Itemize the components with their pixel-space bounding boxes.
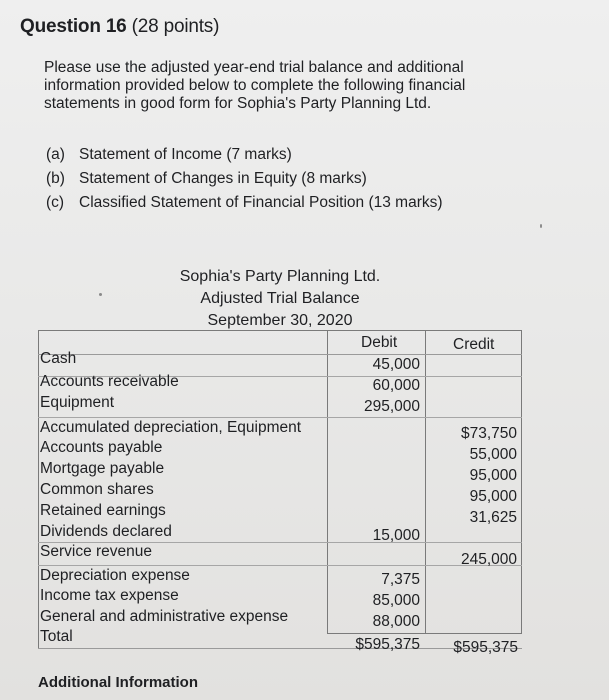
row-divider: [38, 417, 522, 418]
speck: [99, 293, 102, 296]
speck: [540, 224, 542, 228]
accounts-receivable-debit: 60,000: [372, 377, 420, 394]
total-label: Total: [40, 628, 73, 645]
total-debit: $595,375: [355, 636, 420, 653]
total-rule: [327, 633, 522, 634]
account-service-revenue: Service revenue: [40, 543, 153, 560]
retained-earnings-credit: 31,625: [469, 509, 517, 526]
question-instructions: Please use the adjusted year-end trial balance and additional information provided below to complete the following financial statements in good form for Sophia's Party Planning Ltd.: [44, 59, 466, 112]
statement-date: September 30, 2020: [207, 312, 353, 329]
table-bottom-border: [38, 648, 522, 649]
account-income-tax-expense: Income tax expense: [40, 587, 179, 604]
dividends-declared-debit: 15,000: [372, 527, 420, 544]
depreciation-expense-debit: 7,375: [381, 571, 420, 588]
part-a: [46, 146, 292, 164]
table-top-border: [38, 330, 522, 331]
account-accounts-payable: Accounts payable: [40, 439, 163, 456]
account-accumulated-depreciation: Accumulated depreciation, Equipment: [40, 419, 302, 436]
service-revenue-credit: 245,000: [460, 551, 517, 568]
account-cash: Cash: [40, 350, 77, 367]
account-depreciation-expense: Depreciation expense: [40, 567, 190, 584]
accounts-payable-credit: 55,000: [469, 446, 517, 463]
cash-debit: 45,000: [372, 356, 420, 373]
part-text: Statement of Changes in Equity (8 marks): [79, 170, 367, 187]
income-tax-expense-debit: 85,000: [372, 592, 420, 609]
accumulated-depreciation-credit: $73,750: [460, 425, 517, 442]
additional-information-heading: Additional Information: [38, 674, 198, 691]
question-title: [20, 16, 219, 38]
account-dividends-declared: Dividends declared: [40, 523, 172, 540]
part-b: [46, 170, 367, 188]
account-general-admin-expense: General and administrative expense: [40, 608, 289, 625]
table-left-border: [38, 330, 39, 648]
part-label: (c): [46, 194, 65, 211]
equipment-debit: 295,000: [363, 398, 420, 415]
general-admin-expense-debit: 88,000: [372, 613, 420, 630]
debit-column-header: Debit: [361, 334, 398, 351]
credit-column-header: Credit: [453, 336, 495, 353]
statement-title: Adjusted Trial Balance: [200, 290, 360, 307]
common-shares-credit: 95,000: [469, 488, 517, 505]
account-retained-earnings: Retained earnings: [40, 502, 166, 519]
part-text: Classified Statement of Financial Position (13 marks): [79, 194, 443, 211]
company-name: Sophia's Party Planning Ltd.: [179, 268, 381, 285]
account-common-shares: Common shares: [40, 481, 154, 498]
part-text: Statement of Income (7 marks): [79, 146, 292, 163]
account-mortgage-payable: Mortgage payable: [40, 460, 165, 477]
part-label: (b): [46, 170, 65, 187]
part-c: [46, 194, 443, 212]
mortgage-payable-credit: 95,000: [469, 467, 517, 484]
question-number: Question 16: [20, 16, 127, 37]
part-label: (a): [46, 146, 65, 163]
header-divider: [38, 354, 522, 355]
account-accounts-receivable: Accounts receivable: [40, 373, 179, 390]
account-equipment: Equipment: [40, 394, 115, 411]
total-credit: $595,375: [453, 639, 518, 656]
question-points: (28 points): [131, 16, 220, 37]
row-divider: [38, 565, 522, 566]
